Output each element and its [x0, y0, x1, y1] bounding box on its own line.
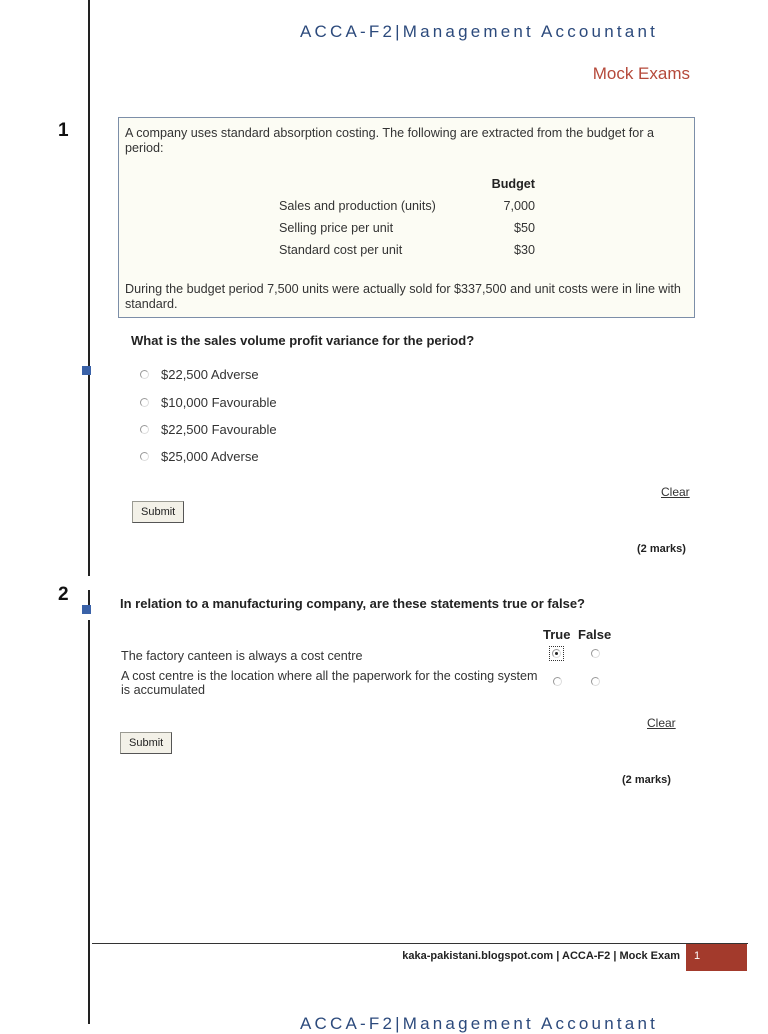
- radio-button[interactable]: [552, 649, 561, 658]
- option-label: $22,500 Adverse: [161, 367, 259, 382]
- option-3[interactable]: [140, 422, 277, 437]
- option-1[interactable]: [140, 367, 259, 382]
- page-subtitle: Mock Exams: [592, 64, 690, 83]
- option-label: $22,500 Favourable: [161, 422, 277, 437]
- table-row: [279, 220, 535, 242]
- radio-button[interactable]: [140, 452, 149, 461]
- row-label: Selling price per unit: [279, 220, 394, 235]
- question-marker: [82, 605, 91, 614]
- statement-2: A cost centre is the location where all the paperwork for the costing system is accumulated: [121, 669, 538, 697]
- page-number: 1: [686, 944, 747, 971]
- row-value: $50: [513, 220, 535, 235]
- radio-button[interactable]: [553, 677, 562, 686]
- question-1-box: [118, 117, 695, 318]
- statement-2-false[interactable]: [591, 677, 600, 686]
- row-label: Standard cost per unit: [279, 242, 403, 257]
- question-1-intro: A company uses standard absorption costing. The following are extracted from the budget for a period:: [125, 126, 655, 155]
- question-1-outro: During the budget period 7,500 units were actually sold for $337,500 and unit costs were in line with standard.: [125, 282, 681, 311]
- true-column-header: True: [543, 627, 571, 642]
- option-label: $10,000 Favourable: [161, 395, 277, 410]
- submit-button[interactable]: Submit: [120, 732, 172, 754]
- footer-rule: [92, 943, 748, 944]
- option-2[interactable]: [140, 395, 277, 410]
- row-value: $30: [513, 242, 535, 257]
- marks-label: (2 marks): [637, 543, 686, 555]
- option-label: $25,000 Adverse: [161, 449, 259, 464]
- table-row: [279, 242, 535, 264]
- radio-button[interactable]: [140, 398, 149, 407]
- clear-link[interactable]: Clear: [647, 716, 676, 730]
- question-number-1: 1: [58, 120, 69, 141]
- next-page-title: ACCA-F2|Management Accountant: [300, 1014, 659, 1033]
- page-title: ACCA-F2|Management Accountant: [300, 22, 659, 41]
- radio-button[interactable]: [140, 425, 149, 434]
- left-margin-rule: [88, 0, 90, 1024]
- marks-label: (2 marks): [622, 774, 671, 786]
- statement-2-true[interactable]: [553, 677, 562, 686]
- option-4[interactable]: [140, 449, 259, 464]
- row-label: Sales and production (units): [279, 198, 436, 213]
- statement-1: The factory canteen is always a cost centre: [121, 649, 363, 663]
- rule-gap: [86, 576, 92, 590]
- footer-text: kaka-pakistani.blogspot.com | ACCA-F2 | Mock Exam: [402, 950, 680, 962]
- radio-button[interactable]: [591, 649, 600, 658]
- statement-1-false[interactable]: [591, 649, 600, 658]
- table-row: [279, 198, 535, 220]
- row-value: 7,000: [503, 198, 535, 213]
- clear-link[interactable]: Clear: [661, 485, 690, 499]
- radio-button[interactable]: [591, 677, 600, 686]
- question-number-2: 2: [58, 584, 69, 605]
- false-column-header: False: [578, 627, 612, 642]
- budget-table: [279, 176, 535, 264]
- radio-button[interactable]: [140, 370, 149, 379]
- submit-button[interactable]: Submit: [132, 501, 184, 523]
- statement-1-true[interactable]: [550, 647, 563, 660]
- question-marker: [82, 366, 91, 375]
- budget-column-header: Budget: [491, 176, 535, 191]
- question-1-prompt: What is the sales volume profit variance for the period?: [131, 333, 475, 348]
- question-2-prompt: In relation to a manufacturing company, are these statements true or false?: [120, 596, 585, 611]
